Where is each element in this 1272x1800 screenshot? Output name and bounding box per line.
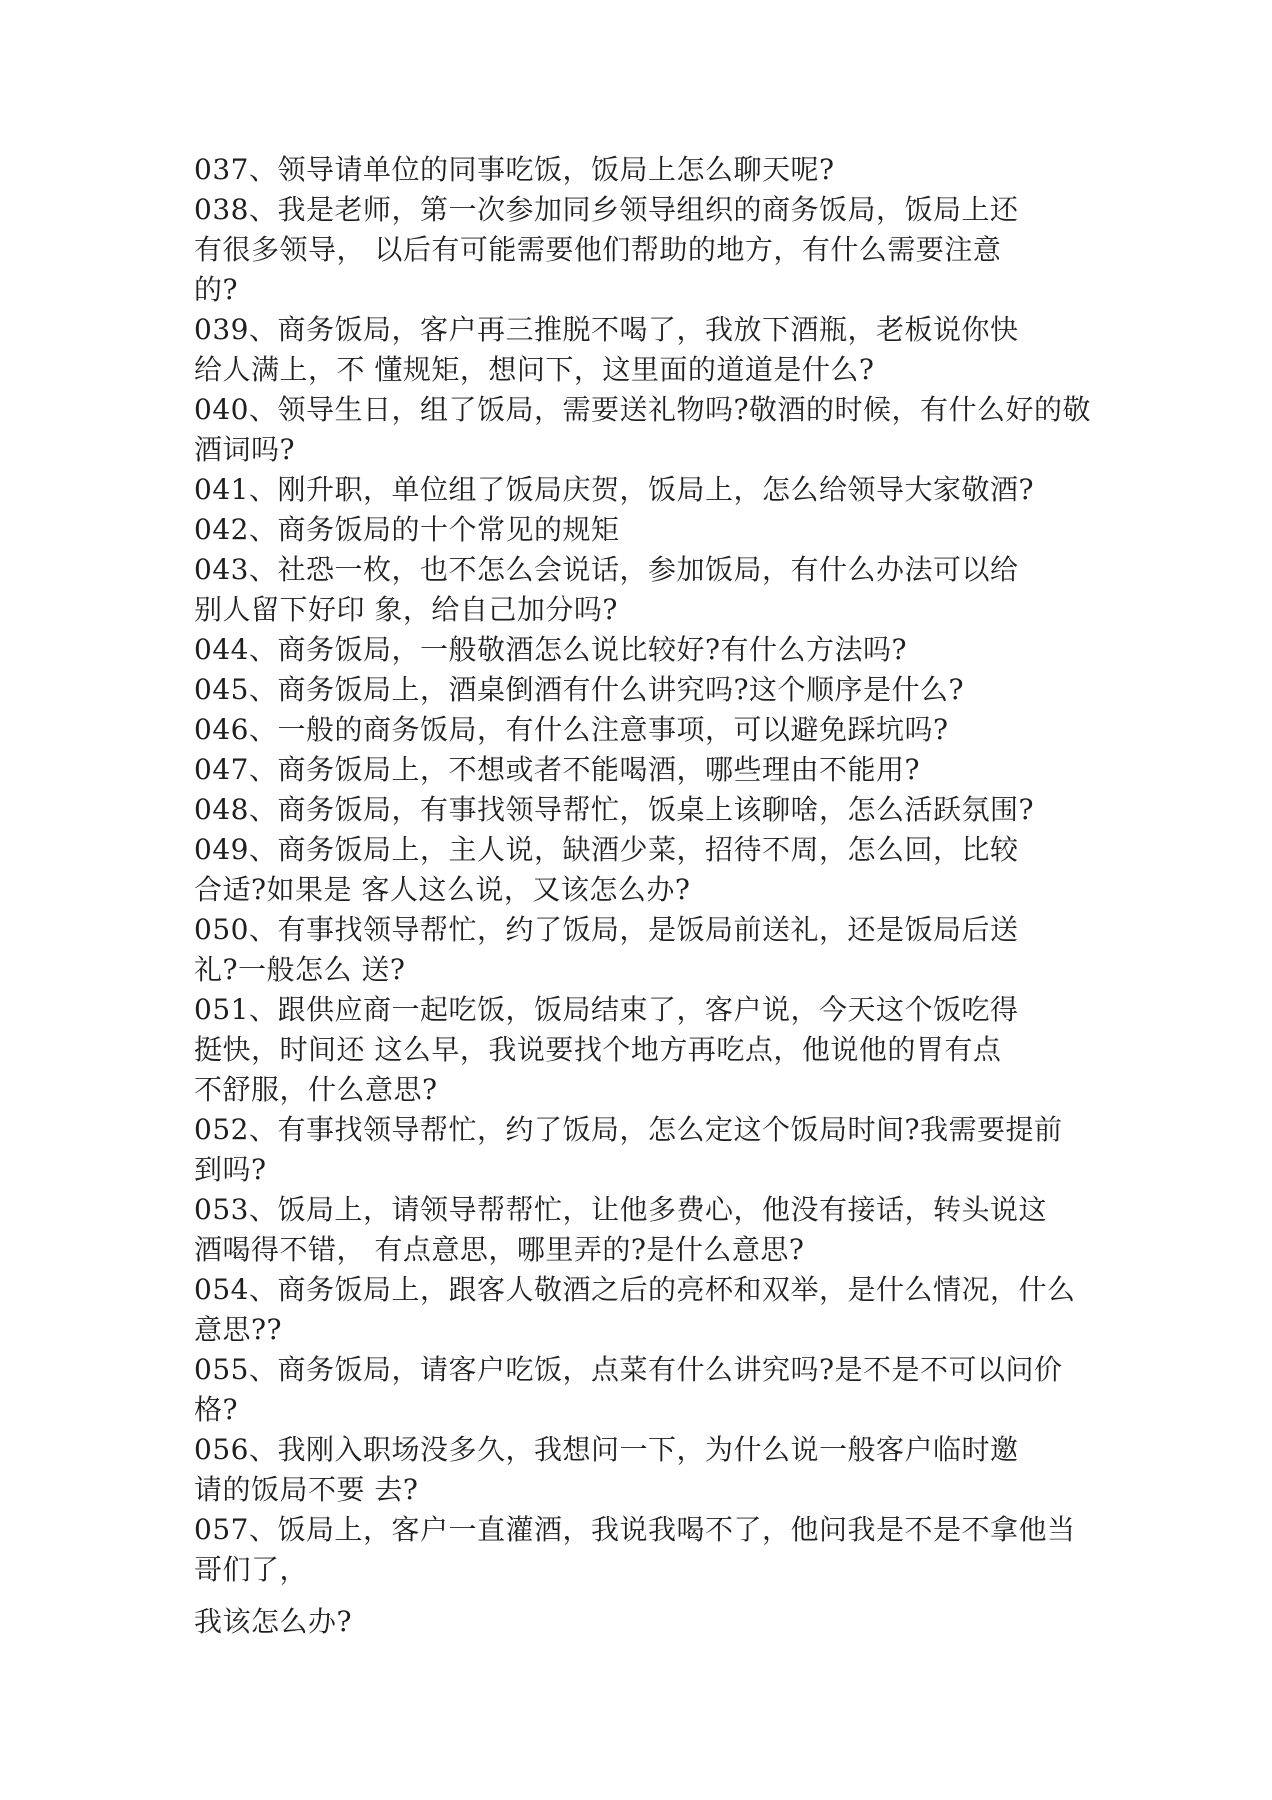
text-line: 045、商务饭局上，酒桌倒酒有什么讲究吗?这个顺序是什么? (194, 673, 964, 706)
document-text-body (194, 150, 1094, 1642)
text-line: 礼?一般怎么 送? (194, 953, 406, 986)
text-line: 053、饭局上，请领导帮帮忙，让他多费心，他没有接话，转头说这 (194, 1193, 1047, 1226)
text-line: 044、商务饭局，一般敬酒怎么说比较好?有什么方法吗? (194, 633, 907, 666)
text-line: 051、跟供应商一起吃饭，饭局结束了，客户说，今天这个饭吃得 (194, 993, 1019, 1026)
text-line: 040、领导生日，组了饭局，需要送礼物吗?敬酒的时候，有什么好的敬 (194, 393, 1091, 426)
text-line: 049、商务饭局上，主人说，缺酒少菜，招待不周，怎么回，比较 (194, 833, 1019, 866)
text-line: 057、饭局上，客户一直灌酒，我说我喝不了，他问我是不是不拿他当 (194, 1513, 1076, 1546)
text-line: 酒喝得不错， 有点意思，哪里弄的?是什么意思? (194, 1233, 805, 1266)
text-line: 哥们了， (194, 1553, 309, 1586)
text-line: 请的饭局不要 去? (194, 1473, 419, 1506)
text-line: 酒词吗? (194, 433, 296, 466)
text-line: 055、商务饭局，请客户吃饭，点菜有什么讲究吗?是不是不可以问价 (194, 1353, 1063, 1386)
text-line: 给人满上，不 懂规矩，想问下，这里面的道道是什么? (194, 353, 875, 386)
text-line: 不舒服，什么意思? (194, 1073, 438, 1106)
text-line: 047、商务饭局上，不想或者不能喝酒，哪些理由不能用? (194, 753, 920, 786)
text-line: 042、商务饭局的十个常见的规矩 (194, 513, 620, 546)
text-line: 056、我刚入职场没多久，我想问一下，为什么说一般客户临时邀 (194, 1433, 1019, 1466)
text-line: 043、社恐一枚，也不怎么会说话，参加饭局，有什么办法可以给 (194, 553, 1019, 586)
text-line: 格? (194, 1393, 239, 1426)
text-line: 050、有事找领导帮忙，约了饭局，是饭局前送礼，还是饭局后送 (194, 913, 1019, 946)
text-line: 意思?? (194, 1313, 283, 1346)
text-line: 048、商务饭局，有事找领导帮忙，饭桌上该聊啥，怎么活跃氛围? (194, 793, 1034, 826)
text-line: 的? (194, 273, 239, 306)
text-line: 合适?如果是 客人这么说，又该怎么办? (194, 873, 691, 906)
text-line: 046、一般的商务饭局，有什么注意事项，可以避免踩坑吗? (194, 713, 949, 746)
text-line: 到吗? (194, 1153, 267, 1186)
text-line: 038、我是老师，第一次参加同乡领导组织的商务饭局，饭局上还 (194, 193, 1019, 226)
text-line: 054、商务饭局上，跟客人敬酒之后的亮杯和双举，是什么情况，什么 (194, 1273, 1076, 1306)
text-line: 别人留下好印 象，给自己加分吗? (194, 593, 618, 626)
text-line: 039、商务饭局，客户再三推脱不喝了，我放下酒瓶，老板说你快 (194, 313, 1019, 346)
text-line: 037、领导请单位的同事吃饭，饭局上怎么聊天呢? (194, 153, 835, 186)
text-line: 有很多领导， 以后有可能需要他们帮助的地方，有什么需要注意 (194, 233, 1002, 266)
text-line: 052、有事找领导帮忙，约了饭局，怎么定这个饭局时间?我需要提前 (194, 1113, 1063, 1146)
text-line: 挺快，时间还 这么早，我说要找个地方再吃点，他说他的胃有点 (194, 1033, 1002, 1066)
text-line: 我该怎么办? (194, 1605, 353, 1638)
text-line: 041、刚升职，单位组了饭局庆贺，饭局上，怎么给领导大家敬酒? (194, 473, 1034, 506)
